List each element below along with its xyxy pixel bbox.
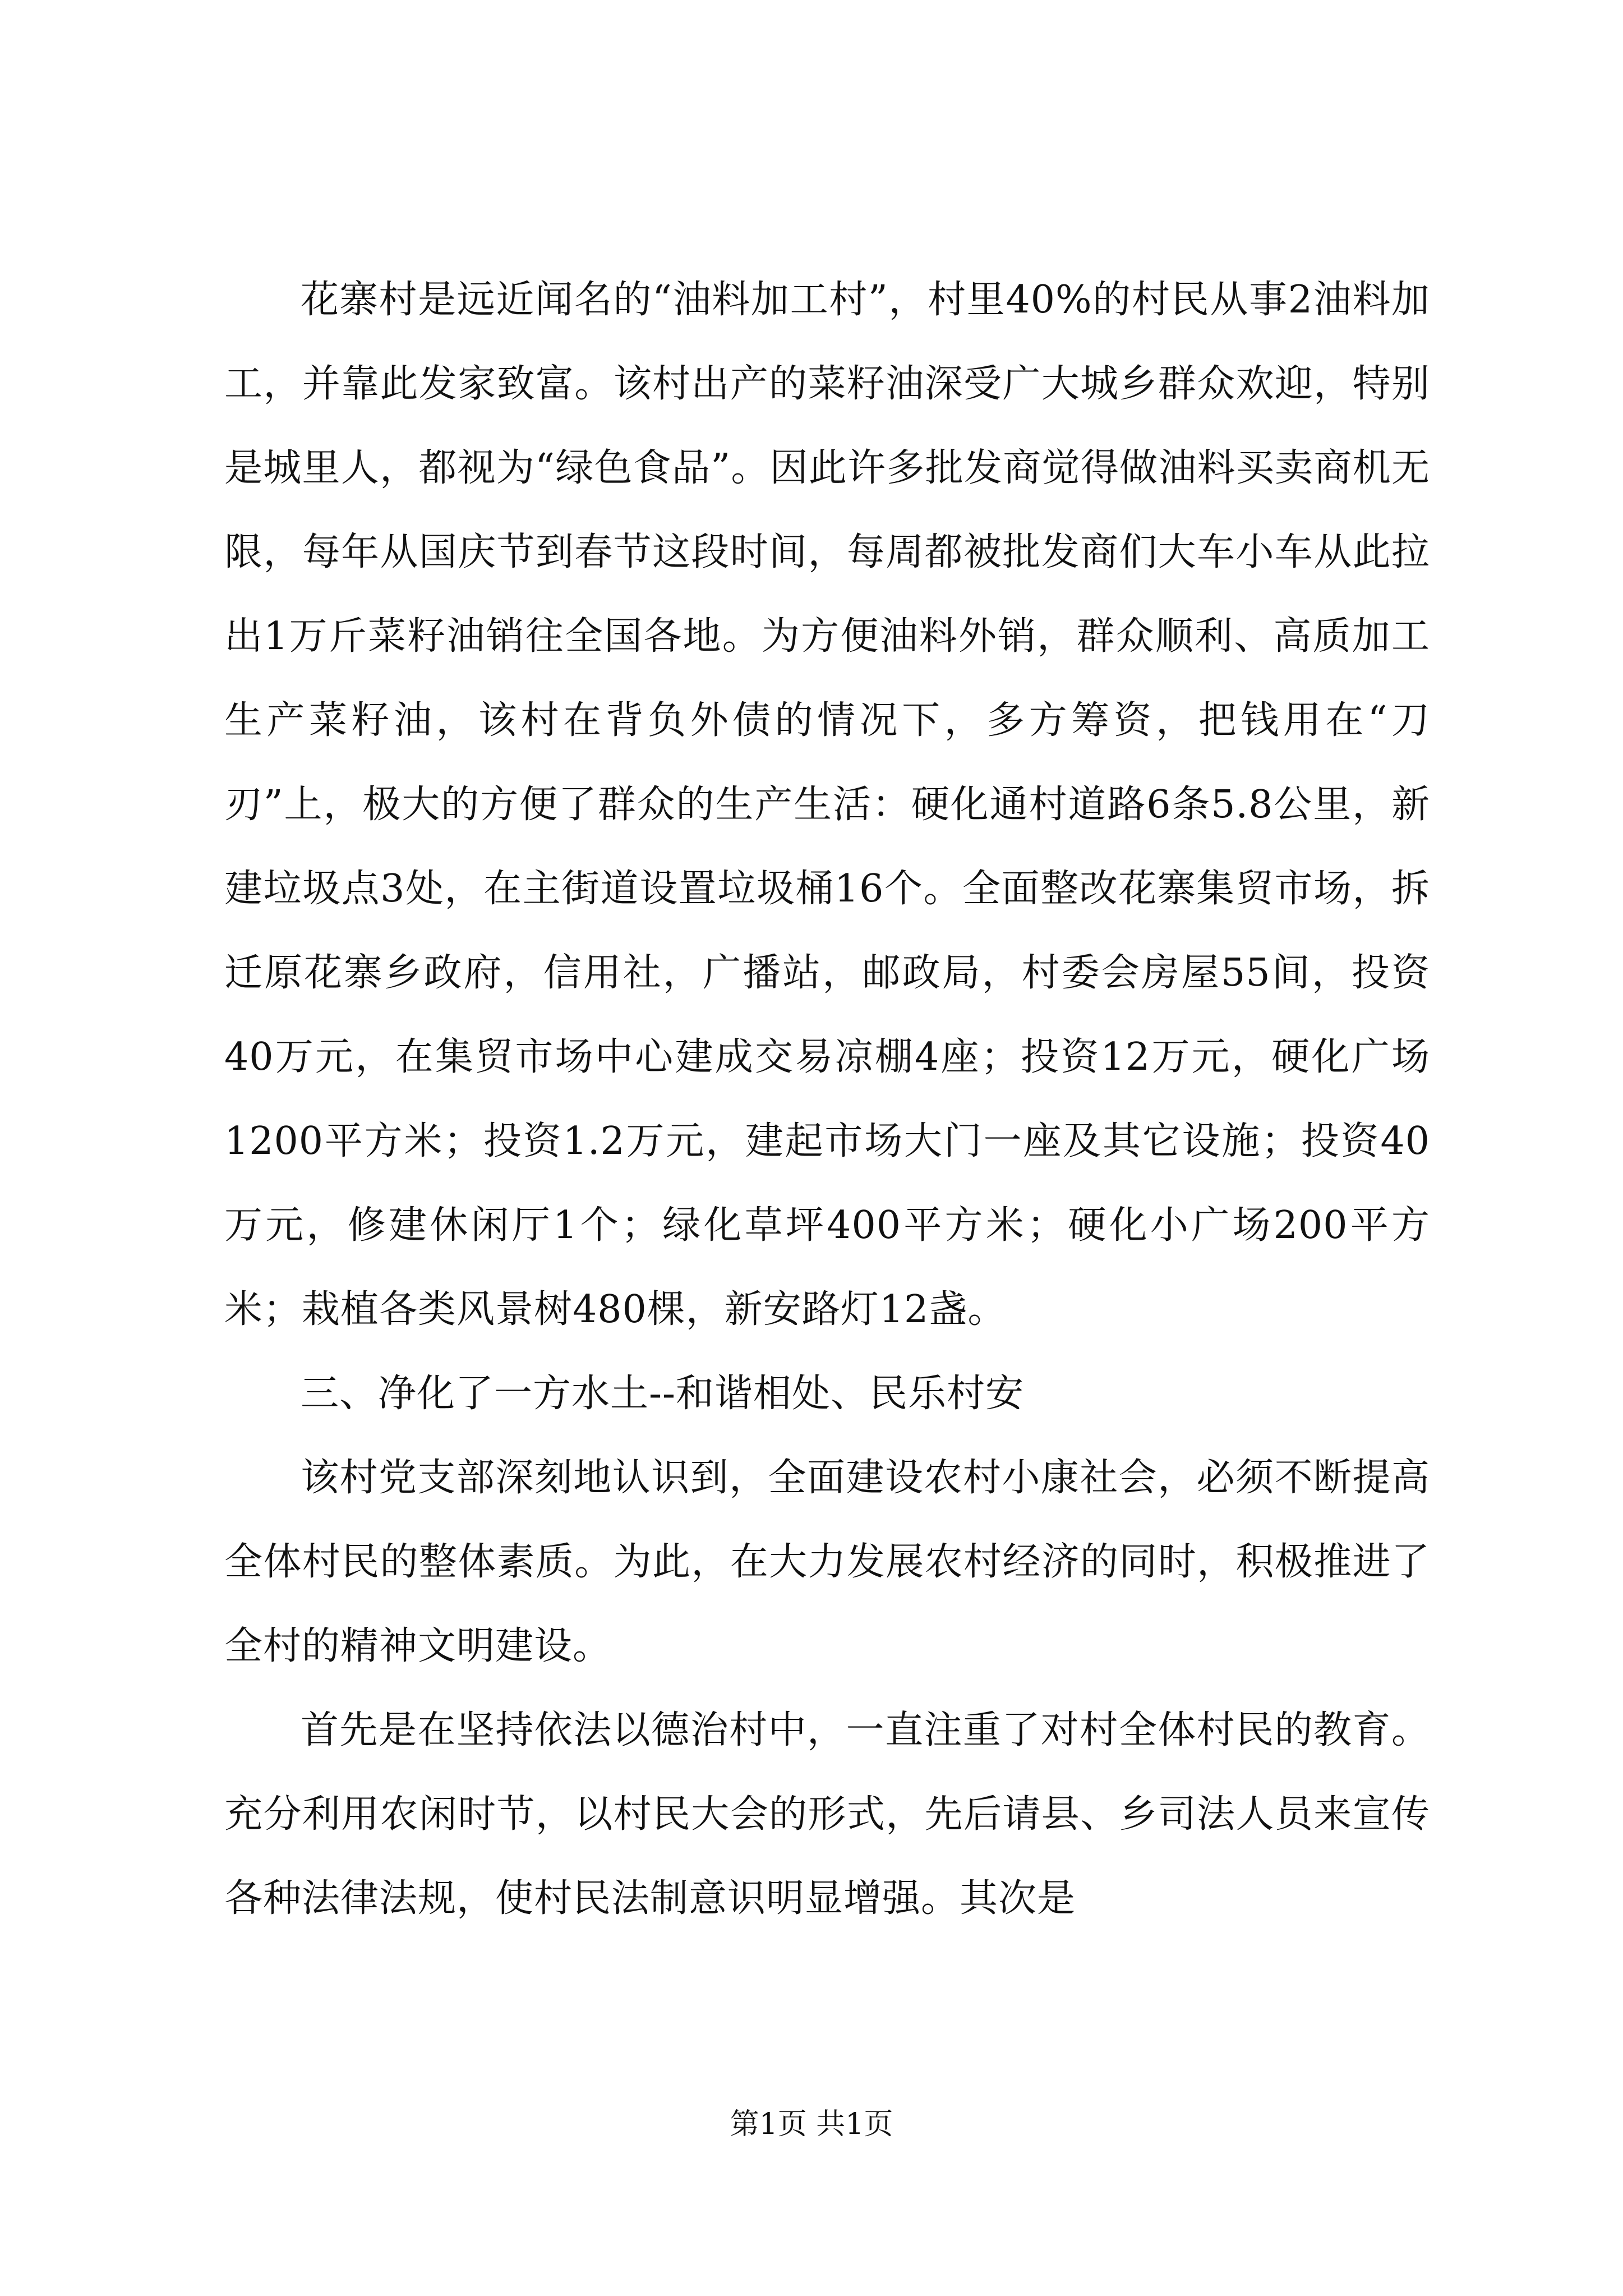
section-heading: 三、净化了一方水土--和谐相处、民乐村安 [301,1372,1024,1416]
paragraph-legal-education: 首先是在坚持依法以德治村中，一直注重了对村全体村民的教育。充分利用农闲时节，以村民大会的形式，先后请县、乡司法人员来宣传各种法律法规，使村民法制意识明显增强。其次是 [224,1708,1430,1921]
page-footer: 第1页 共1页 [730,2108,893,2141]
paragraph-civilization: 该村党支部深刻地认识到，全面建设农村小康社会，必须不断提高全体村民的整体素质。为此，在大力发展农村经济的同时，积极推进了全村的精神文明建设。 [224,1456,1430,1668]
paragraph-village-economy: 花寨村是远近闻名的“油料加工村”，村里40%的村民从事2油料加工，并靠此发家致富。该村出产的菜籽油深受广大城乡群众欢迎，特别是城里人，都视为“绿色食品”。因此许多批发商觉得做油料买卖商机无限，每年从国庆节到春节这段时间，每周都被批发商们大车小车从此拉出1万斤菜籽油销往全国各地。为方便油料外销，群众顺利、高质加工生产菜籽油，该村在背负外债的情况下，多方筹资，把钱用在“刀刃”上，极大的方便了群众的生产生活：硬化通村道路6条5.8公里，新建垃圾点3处，在主街道设置垃圾桶16个。全面整改花寨集贸市场，拆迁原花寨乡政府，信用社，广播站，邮政局，村委会房屋55间，投资40万元，在集贸市场中心建成交易凉棚4座；投资12万元，硬化广场1200平方米；投资1.2万元，建起市场大门一座及其它设施；投资40万元，修建休闲厅1个；绿化草坪400平方米；硬化小广场200平方米；栽植各类风景树480棵，新安路灯12盏。 [224,278,1430,1332]
document-body [224,258,1430,1941]
